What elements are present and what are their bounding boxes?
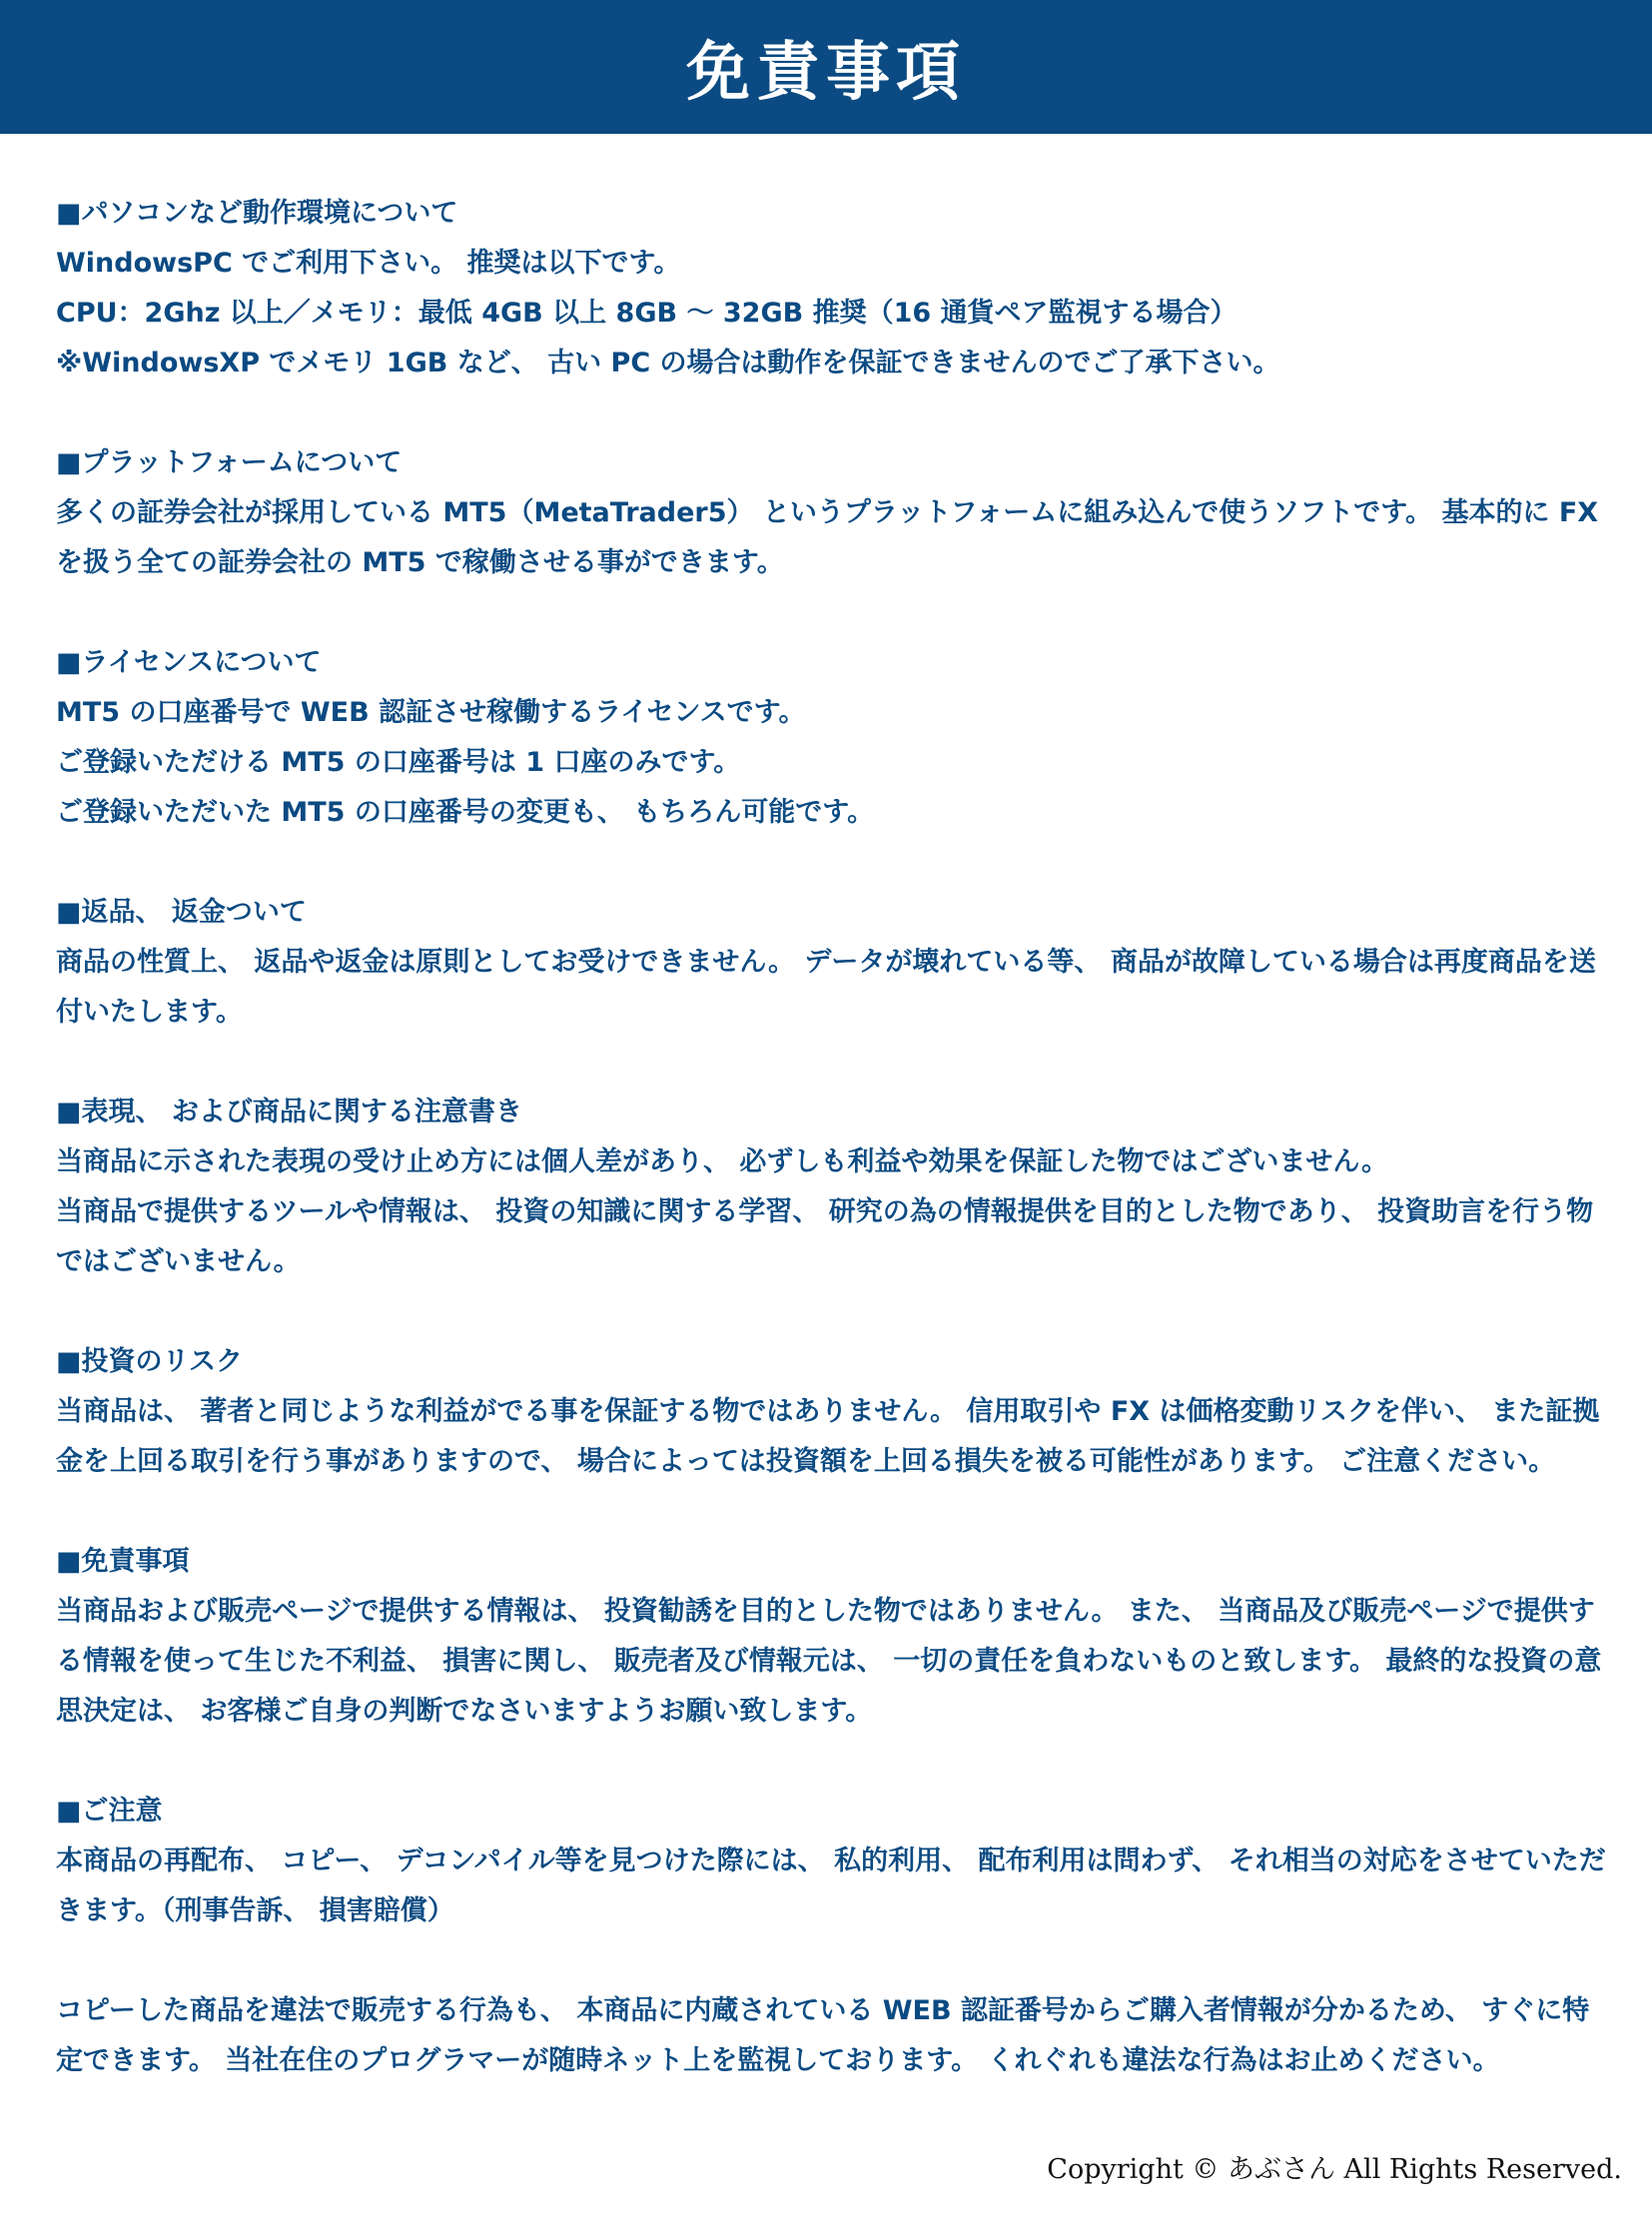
- section-license: [56, 638, 1614, 838]
- section-line: MT5 の口座番号で WEB 認証させ稼働するライセンスです。: [56, 697, 806, 728]
- section-investment-risk: [56, 1337, 1614, 1487]
- section-disclaimer: [56, 1537, 1614, 1737]
- section-expression-notice: [56, 1088, 1614, 1287]
- section-line: 本商品の再配布、 コピー、 デコンパイル等を見つけた際には、 私的利用、 配布利用は問わず、 それ相当の対応をさせていただきます。（刑事告訴、 損害賠償）: [56, 1846, 1606, 1926]
- section-line: ご登録いただける MT5 の口座番号は 1 口座のみです。: [56, 747, 741, 778]
- section-line: CPU：2Ghz 以上／メモリ：最低 4GB 以上 8GB ～ 32GB 推奨（16 通貨ペア監視する場合）: [56, 298, 1238, 329]
- section-line: 当商品で提供するツールや情報は、 投資の知識に関する学習、 研究の為の情報提供を目的とした物であり、 投資助言を行う物ではございません。: [56, 1196, 1594, 1277]
- section-line: 多くの証券会社が採用している MT5（MetaTrader5） というプラットフォームに組み込んで使うソフトです。 基本的に FX を扱う全ての証券会社の MT5 で稼働させる事ができます。: [56, 497, 1599, 578]
- section-title: ■パソコンなど動作環境について: [56, 198, 458, 229]
- section-line: ご登録いただいた MT5 の口座番号の変更も、 もちろん可能です。: [56, 797, 875, 828]
- section-line: 当商品および販売ページで提供する情報は、 投資勧誘を目的とした物ではありません。 また、 当商品及び販売ページで提供する情報を使って生じた不利益、 損害に関し、 販売者及び情報元は、 一切の責任を負わないものと致します。 最終的な投資の意思決定は、 お客様ご自身の判断でなさいますようお願い致します。: [56, 1596, 1602, 1727]
- section-line: 当商品は、 著者と同じような利益がでる事を保証する物ではありません。 信用取引や FX は価格変動リスクを伴い、 また証拠金を上回る取引を行う事がありますので、 場合によっては投資額を上回る損失を被る可能性があります。 ご注意ください。: [56, 1396, 1600, 1477]
- disclaimer-content: [56, 189, 1614, 2086]
- section-illegal-sales: [56, 1986, 1614, 2086]
- section-returns: [56, 888, 1614, 1038]
- section-title: ■免責事項: [56, 1546, 190, 1577]
- section-line: コピーした商品を違法で販売する行為も、 本商品に内蔵されている WEB 認証番号からご購入者情報が分かるため、 すぐに特定できます。 当社在住のプログラマーが随時ネット上を監視しております。 くれぐれも違法な行為はお止めください。: [56, 1995, 1590, 2076]
- page-title: 免責事項: [686, 36, 966, 110]
- section-title: ■返品、 返金ついて: [56, 897, 307, 928]
- section-caution: [56, 1787, 1614, 1936]
- section-title: ■投資のリスク: [56, 1346, 243, 1377]
- section-title: ■ライセンスについて: [56, 647, 322, 678]
- section-platform: [56, 438, 1614, 588]
- section-title: ■ご注意: [56, 1796, 163, 1827]
- section-line: 商品の性質上、 返品や返金は原則としてお受けできません。 データが壊れている等、 商品が故障している場合は再度商品を送付いたします。: [56, 947, 1596, 1028]
- section-environment: [56, 189, 1614, 388]
- section-line: WindowsPC でご利用下さい。 推奨は以下です。: [56, 248, 681, 279]
- copyright-notice: Copyright © あぶさん All Rights Reserved.: [1047, 2154, 1622, 2185]
- section-title: ■表現、 および商品に関する注意書き: [56, 1097, 522, 1127]
- header-banner: [0, 0, 1652, 134]
- section-title: ■プラットフォームについて: [56, 447, 403, 478]
- section-line: 当商品に示された表現の受け止め方には個人差があり、 必ずしも利益や効果を保証した物ではございません。: [56, 1146, 1389, 1177]
- section-line: ※WindowsXP でメモリ 1GB など、 古い PC の場合は動作を保証できませんのでご了承下さい。: [56, 348, 1280, 378]
